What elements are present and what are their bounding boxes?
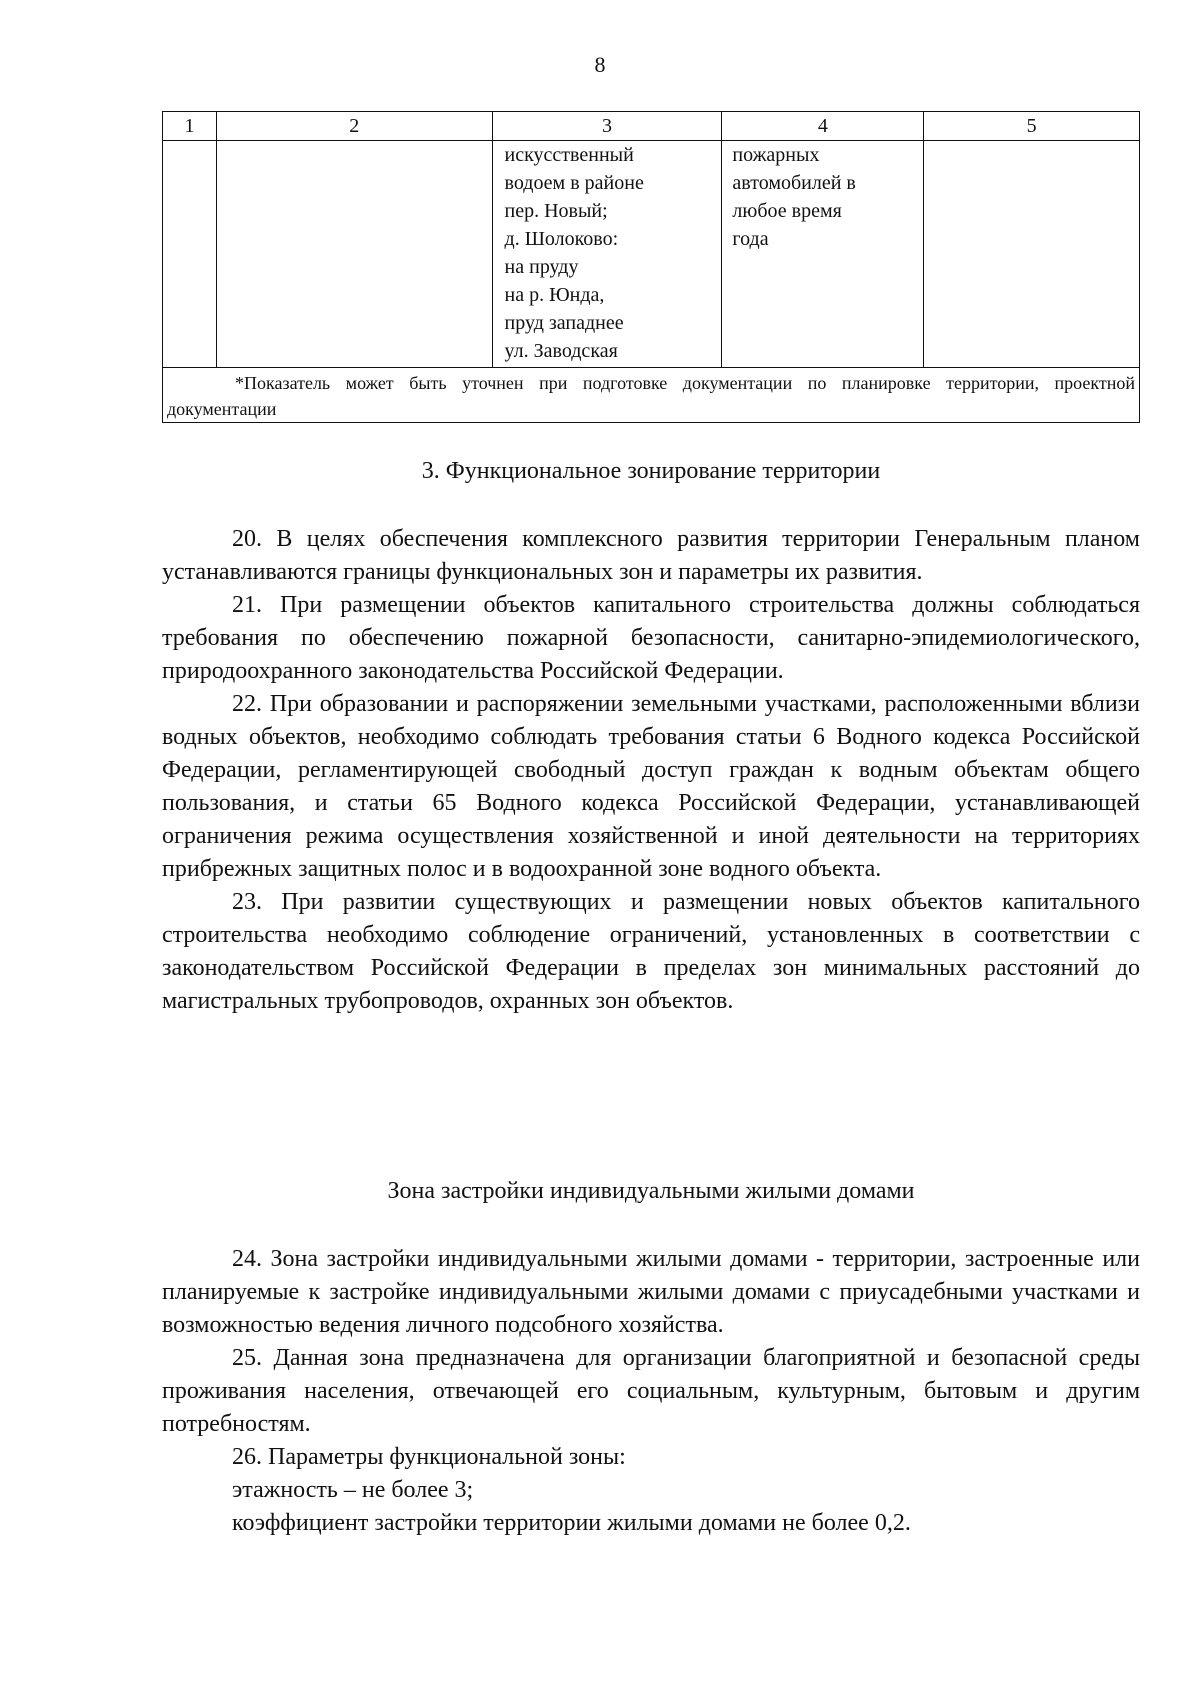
cell-3-line: пер. Новый; — [504, 200, 608, 222]
paragraph-25: 25. Данная зона предназначена для организации благоприятной и безопасной среды проживания населения, отвечающей его социальным, культурным, бытовым и другим потребностям. — [162, 1345, 1140, 1437]
cell-4-line: года — [732, 228, 769, 250]
cell-4-line: автомобилей в — [732, 172, 856, 194]
param-floors: этажность – не более 3; — [232, 1477, 474, 1503]
cell-3-line: водоем в районе — [504, 172, 644, 194]
section-heading: 3. Функциональное зонирование территории — [421, 458, 881, 484]
cell-4-line: пожарных — [732, 144, 820, 166]
paragraph-21: 21. При размещении объектов капитального строительства должны соблюдаться требования по обеспечению пожарной безопасности, санитарно-эпидемиологического, природоохранного законодательства Российской Федерации. — [162, 592, 1140, 684]
param-coefficient: коэффициент застройки территории жилыми домами не более 0,2. — [232, 1510, 911, 1536]
table-header-1: 1 — [163, 112, 217, 141]
paragraph-26-title: 26. Параметры функциональной зоны: — [232, 1444, 626, 1470]
paragraph-22: 22. При образовании и распоряжении земельными участками, расположенными вблизи водных объектов, необходимо соблюдать требования статьи 6 Водного кодекса Российской Федерации, регламентирующей свободный доступ граждан к водным объектам общего пользования, и статьи 65 Водного кодекса Российской Федерации, устанавливающей ограничения режима осуществления хозяйственной и иной деятельности на территориях прибрежных защитных полос и в водоохранной зоне водного объекта. — [162, 691, 1140, 882]
table-cell-2 — [216, 141, 492, 368]
paragraph-24: 24. Зона застройки индивидуальными жилыми домами - территории, застроенные или планируемые к застройке индивидуальными жилыми домами с приусадебными участками и возможностью ведения личного подсобного хозяйства. — [162, 1246, 1140, 1338]
table-note-row — [163, 368, 1140, 423]
cell-3-line: ул. Заводская — [504, 340, 618, 362]
zone-heading: Зона застройки индивидуальными жилыми домами — [387, 1178, 915, 1204]
table-header-4: 4 — [722, 112, 924, 141]
table-cell-4 — [722, 141, 924, 368]
table-header-5: 5 — [924, 112, 1140, 141]
page-number: 8 — [594, 52, 606, 77]
table-cell-3 — [492, 141, 722, 368]
cell-3-line: пруд западнее — [504, 312, 624, 334]
table-cell-1 — [163, 141, 217, 368]
cell-3-line: д. Шолоково: — [504, 228, 619, 250]
paragraphs-zone — [162, 1243, 1140, 1540]
table-header-2: 2 — [216, 112, 492, 141]
cell-4-line: любое время — [732, 200, 842, 222]
continuation-table — [162, 111, 1140, 423]
table-header-row — [163, 112, 1140, 141]
table-note: *Показатель может быть уточнен при подготовке документации по планировке территории, проектной документации — [163, 368, 1140, 423]
cell-3-line: искусственный — [504, 144, 634, 166]
table-row — [163, 141, 1140, 368]
table-header-3: 3 — [492, 112, 722, 141]
cell-3-line: на р. Юнда, — [504, 284, 605, 306]
paragraph-23: 23. При развитии существующих и размещении новых объектов капитального строительства необходимо соблюдение ограничений, установленных в соответствии с законодательством Российской Федерации в пределах зон минимальных расстояний до магистральных трубопроводов, охранных зон объектов. — [162, 889, 1140, 1014]
table-cell-5 — [924, 141, 1140, 368]
paragraphs-section-3 — [162, 523, 1140, 1018]
cell-3-line: на пруду — [504, 256, 579, 278]
paragraph-20: 20. В целях обеспечения комплексного развития территории Генеральным планом устанавливаются границы функциональных зон и параметры их развития. — [162, 526, 1140, 585]
